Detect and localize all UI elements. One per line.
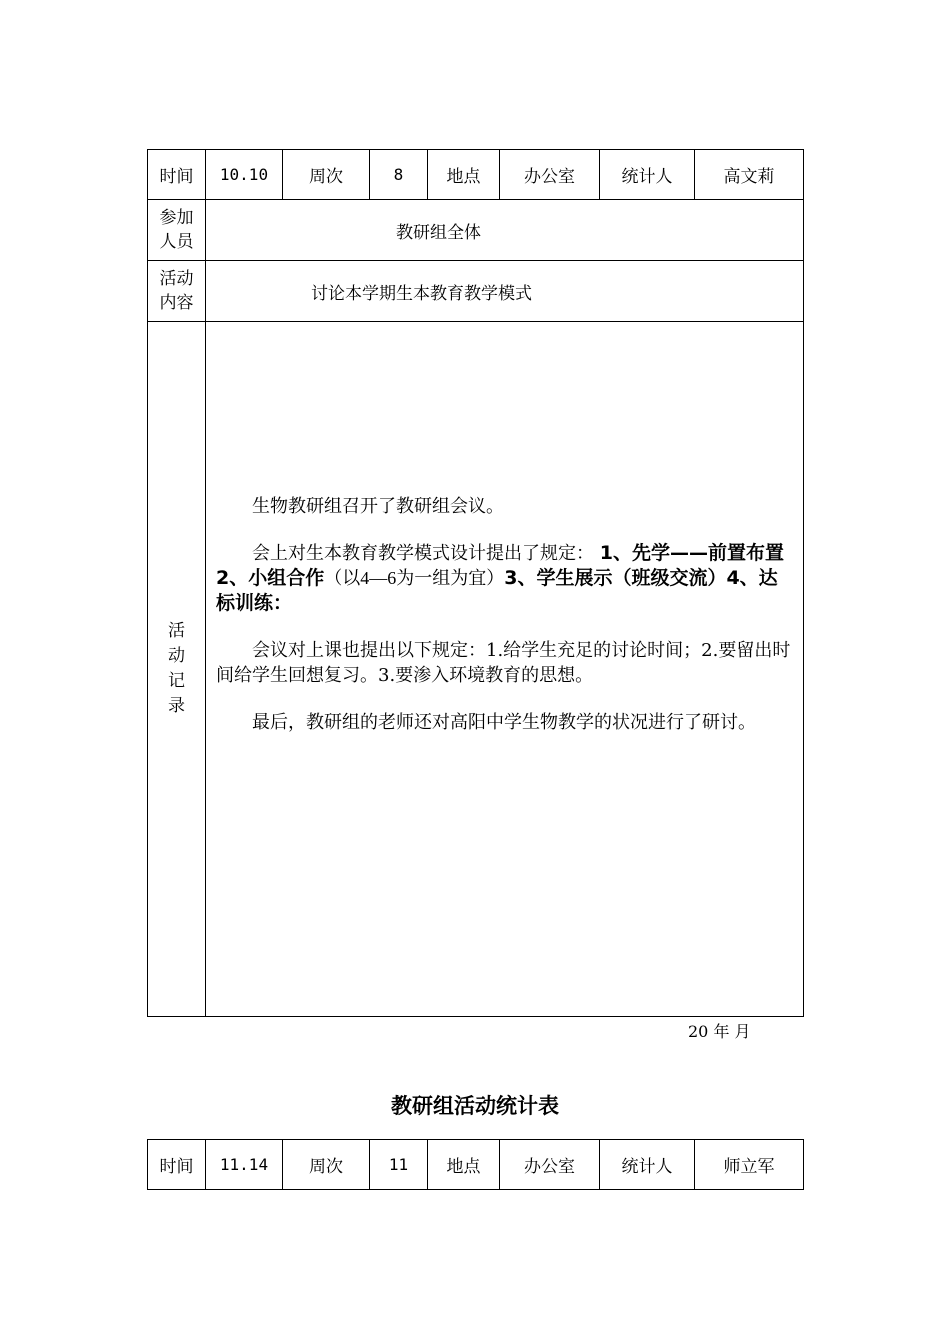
record-content [206,322,804,1017]
record-paragraph-1: 生物教研组召开了教研组会议。 [252,496,504,517]
participants-label: 参加 人员 [148,200,206,261]
content-label: 活动 内容 [148,261,206,322]
week-label: 周次 [283,1140,370,1190]
record-paragraph-4: 最后，教研组的老师还对高阳中学生物教学的状况进行了研讨。 [252,712,756,733]
week-value: 8 [370,150,428,200]
statistician-value: 师立军 [695,1140,804,1190]
statistician-label: 统计人 [600,1140,695,1190]
record-label: 活 动 记 录 [148,322,206,1017]
place-value: 办公室 [500,150,600,200]
activity-record-table-1 [147,149,804,1017]
record-paragraph-2: 会上对生本教育教学模式设计提出了规定： 1、先学——前置布置2、小组合作（以4—6为一组为宜）3、学生展示（班级交流）4、达标训练： [216,542,784,614]
place-value: 办公室 [500,1140,600,1190]
form-title: 教研组活动统计表 [391,1094,559,1118]
place-label: 地点 [428,1140,500,1190]
time-value: 11.14 [206,1140,283,1190]
time-label: 时间 [148,150,206,200]
place-label: 地点 [428,150,500,200]
time-label: 时间 [148,1140,206,1190]
time-value: 10.10 [206,150,283,200]
statistician-value: 高文莉 [695,150,804,200]
week-value: 11 [370,1140,428,1190]
activity-record-table-2 [147,1139,804,1190]
participants-value: 教研组全体 [206,200,804,261]
week-label: 周次 [283,150,370,200]
content-value: 讨论本学期生本教育教学模式 [206,261,804,322]
date-line: 20 年 月 [688,1022,751,1041]
statistician-label: 统计人 [600,150,695,200]
record-paragraph-3: 会议对上课也提出以下规定：1.给学生充足的讨论时间；2.要留出时间给学生回想复习。3.要渗入环境教育的思想。 [216,640,791,686]
